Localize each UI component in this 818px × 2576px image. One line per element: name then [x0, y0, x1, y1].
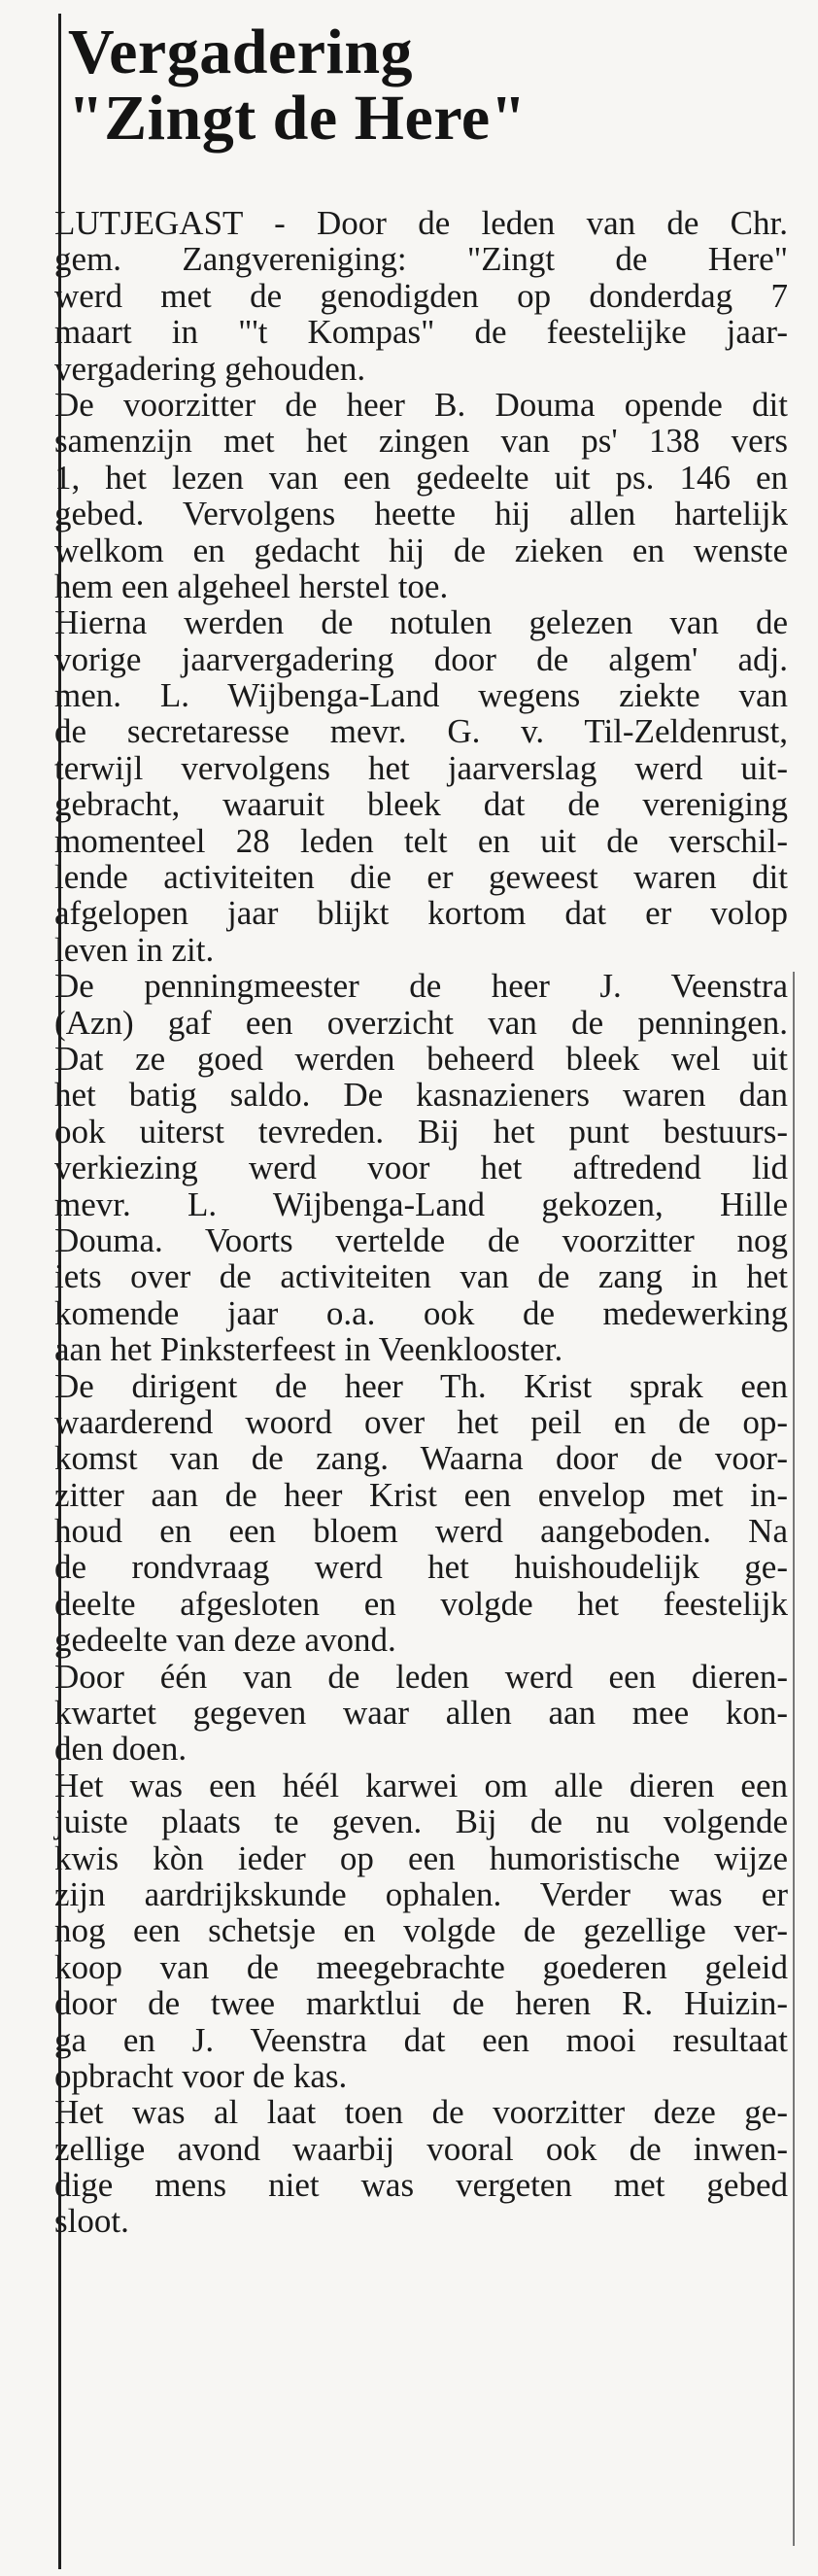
- article-paragraph: [54, 205, 788, 387]
- article-paragraph: [54, 387, 788, 604]
- article-line: het batig saldo. De kasnazieners waren dan: [54, 1076, 788, 1115]
- article-line: nog een schetsje en volgde de gezellige ver-: [54, 1911, 788, 1950]
- article-line: gem. Zangvereniging: "Zingt de Here": [54, 240, 788, 279]
- article-line: mevr. L. Wijbenga-Land gekozen, Hille: [54, 1185, 788, 1223]
- article-paragraph: [54, 1659, 788, 1768]
- article-line: de rondvraag werd het huishoudelijk ge-: [54, 1548, 788, 1587]
- article-line: hem een algeheel herstel toe.: [54, 567, 449, 605]
- headline-line-2: "Zingt de Here": [68, 83, 527, 154]
- article-line: de secretaresse mevr. G. v. Til-Zeldenrust,: [54, 712, 788, 751]
- article-line: juiste plaats te geven. Bij de nu volgende: [54, 1803, 788, 1841]
- article-line: ga en J. Veenstra dat een mooi resultaat: [54, 2020, 788, 2059]
- article-line: ook uiterst tevreden. Bij het punt bestuurs-: [54, 1112, 788, 1151]
- article-line: momenteel 28 leden telt en uit de verschil-: [54, 821, 788, 860]
- article-paragraph: [54, 604, 788, 968]
- article-body: [54, 205, 788, 2240]
- article-line: LUTJEGAST - Door de leden van de Chr.: [54, 204, 788, 242]
- article-line: waarderend woord over het peil en de op-: [54, 1402, 788, 1441]
- article-line: sloot.: [54, 2202, 129, 2241]
- article-line: welkom en gedacht hij de zieken en wenste: [54, 531, 788, 569]
- article-line: 1, het lezen van een gedeelte uit ps. 146 en: [54, 458, 788, 497]
- article-line: gebed. Vervolgens heette hij allen hartelijk: [54, 495, 788, 533]
- article-paragraph: [54, 1768, 788, 2095]
- article-line: afgelopen jaar blijkt kortom dat er volop: [54, 894, 788, 933]
- article-line: zijn aardrijkskunde ophalen. Verder was er: [54, 1874, 788, 1913]
- article-line: samenzijn met het zingen van ps' 138 vers: [54, 422, 788, 461]
- article-line: De penningmeester de heer J. Veenstra: [54, 967, 788, 1006]
- article-line: Douma. Voorts vertelde de voorzitter nog: [54, 1220, 788, 1259]
- article-paragraph: [54, 968, 788, 1367]
- article-line: vorige jaarvergadering door de algem' adj.: [54, 639, 788, 678]
- article-line: De voorzitter de heer B. Douma opende dit: [54, 385, 788, 424]
- article-line: (Azn) gaf een overzicht van de penningen.: [54, 1003, 788, 1042]
- article-line: komst van de zang. Waarna door de voor-: [54, 1439, 788, 1478]
- article-line: Het was al laat toen de voorzitter deze ge-: [54, 2093, 788, 2132]
- article-headline: [68, 19, 787, 152]
- article-line: zitter aan de heer Krist een envelop met in-: [54, 1475, 788, 1514]
- article-line: kwis kòn ieder op een humoristische wijze: [54, 1838, 788, 1877]
- article-line: zellige avond waarbij vooral ook de inwen-: [54, 2129, 788, 2168]
- article-line: dige mens niet was vergeten met gebed: [54, 2166, 788, 2205]
- article-paragraph: [54, 1368, 788, 1659]
- article-line: men. L. Wijbenga-Land wegens ziekte van: [54, 676, 788, 715]
- article-line: iets over de activiteiten van de zang in het: [54, 1257, 788, 1296]
- article-paragraph: [54, 2094, 788, 2240]
- article-line: gebracht, waaruit bleek dat de vereniging: [54, 785, 788, 824]
- article-line: terwijl vervolgens het jaarverslag werd uit-: [54, 748, 788, 787]
- article-line: maart in "'t Kompas" de feestelijke jaar-: [54, 313, 788, 352]
- article-line: De dirigent de heer Th. Krist sprak een: [54, 1366, 788, 1405]
- article-line: door de twee marktlui de heren R. Huizin-: [54, 1984, 788, 2023]
- article-line: Hierna werden de notulen gelezen van de: [54, 603, 788, 642]
- headline-line-1: Vergadering: [68, 17, 414, 87]
- article-line: houd en een bloem werd aangeboden. Na: [54, 1512, 788, 1551]
- article-line: werd met de genodigden op donderdag 7: [54, 276, 788, 315]
- article-line: Door één van de leden werd een dieren-: [54, 1657, 788, 1696]
- article-line: Het was een héél karwei om alle dieren een: [54, 1766, 788, 1804]
- article-line: koop van de meegebrachte goederen geleid: [54, 1947, 788, 1986]
- article-line: lende activiteiten die er geweest waren dit: [54, 858, 788, 897]
- article-line: Dat ze goed werden beheerd bleek wel uit: [54, 1039, 788, 1078]
- article-line: kwartet gegeven waar allen aan mee kon-: [54, 1694, 788, 1733]
- article-line: gedeelte van deze avond.: [54, 1621, 396, 1660]
- article-line: verkiezing werd voor het aftredend lid: [54, 1149, 788, 1187]
- article-line: komende jaar o.a. ook de medewerking: [54, 1293, 788, 1332]
- article-line: vergadering gehouden.: [54, 349, 366, 388]
- article-line: den doen.: [54, 1730, 187, 1769]
- article-line: aan het Pinksterfeest in Veenklooster.: [54, 1330, 563, 1369]
- column-rule-right: [793, 972, 795, 2546]
- article-line: leven in zit.: [54, 930, 215, 969]
- article-line: deelte afgesloten en volgde het feestelijk: [54, 1584, 788, 1623]
- article-line: opbracht voor de kas.: [54, 2056, 348, 2095]
